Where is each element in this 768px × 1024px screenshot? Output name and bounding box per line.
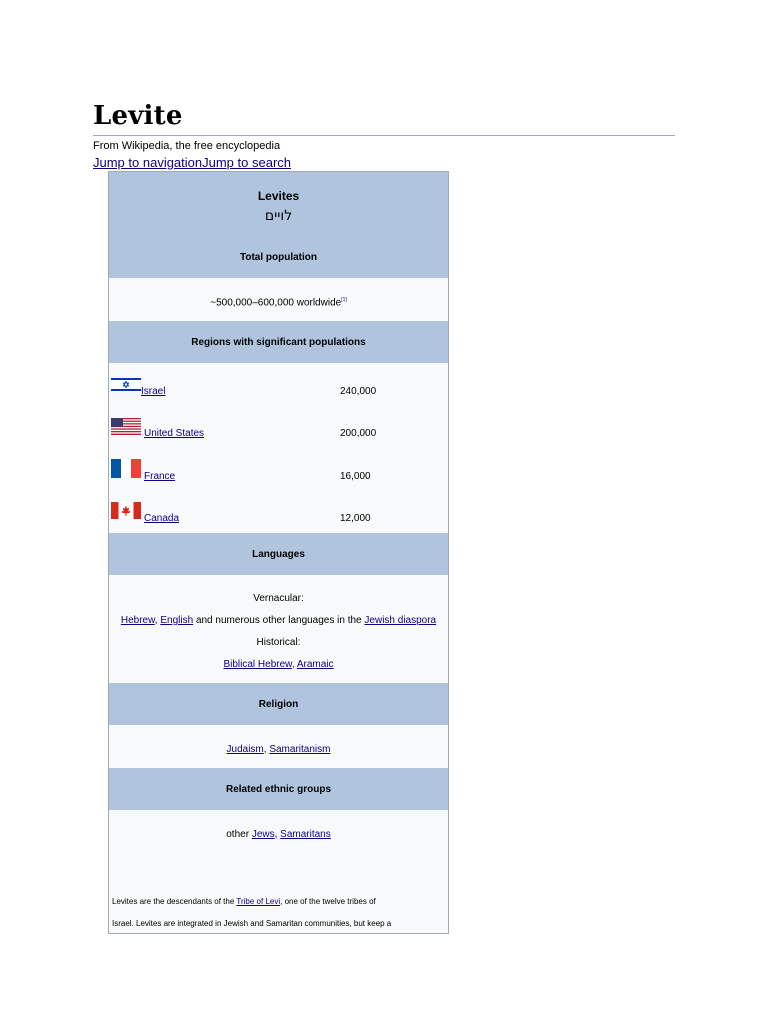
infobox-name-hebrew: לויים bbox=[264, 208, 293, 224]
region-link-israel[interactable]: Israel bbox=[141, 386, 166, 397]
region-value-israel: 240,000 bbox=[340, 386, 377, 397]
languages-vernacular-label: Vernacular: bbox=[253, 593, 304, 604]
jump-links bbox=[93, 155, 291, 170]
article-text-1a: Levites are the descendants of the bbox=[112, 897, 235, 906]
region-link-united-states[interactable]: United States bbox=[144, 428, 205, 439]
article-line-1 bbox=[112, 891, 447, 913]
languages-vernacular: Hebrew, English and numerous other languages in the Jewish diaspora bbox=[120, 615, 437, 626]
tribe-of-levi-link[interactable]: Tribe of Levi bbox=[236, 897, 281, 906]
tagline: From Wikipedia, the free encyclopedia bbox=[93, 140, 281, 152]
france-flag-icon bbox=[111, 459, 141, 478]
jump-to-navigation-link[interactable]: Jump to navigation bbox=[93, 155, 203, 170]
region-value-france: 16,000 bbox=[340, 471, 371, 482]
religion-values: Judaism, Samaritanism bbox=[226, 744, 331, 755]
aramaic-link[interactable]: Aramaic bbox=[296, 659, 334, 670]
jump-to-search-link[interactable]: Jump to search bbox=[202, 155, 291, 170]
region-row-united-states bbox=[109, 415, 448, 445]
samaritans-link[interactable]: Samaritans bbox=[280, 829, 331, 840]
united-states-flag-icon bbox=[111, 418, 141, 435]
canada-flag-icon bbox=[111, 502, 141, 519]
region-link-france[interactable]: France bbox=[144, 471, 176, 482]
region-row-canada bbox=[109, 500, 448, 530]
infobox-name-english: Levites bbox=[257, 189, 300, 203]
samaritanism-link[interactable]: Samaritanism bbox=[269, 744, 331, 755]
languages-historical: Biblical Hebrew, Aramaic bbox=[223, 659, 334, 670]
hebrew-link[interactable]: Hebrew bbox=[120, 615, 155, 626]
total-population-header: Total population bbox=[109, 236, 448, 278]
total-population-value bbox=[109, 297, 448, 308]
region-row-france bbox=[109, 458, 448, 488]
english-link[interactable]: English bbox=[160, 615, 194, 626]
infobox-title bbox=[109, 172, 448, 236]
languages-header: Languages bbox=[109, 533, 448, 575]
biblical-hebrew-link[interactable]: Biblical Hebrew bbox=[223, 659, 292, 670]
page-title: Levite bbox=[93, 101, 183, 131]
infobox bbox=[108, 171, 449, 934]
related-groups-header: Related ethnic groups bbox=[109, 768, 448, 810]
total-population-text: ~500,000–600,000 worldwide bbox=[210, 297, 342, 309]
judaism-link[interactable]: Judaism bbox=[226, 744, 264, 755]
region-value-canada: 12,000 bbox=[340, 513, 371, 524]
region-value-united-states: 200,000 bbox=[340, 428, 377, 439]
languages-middle-text: and numerous other languages in the bbox=[195, 615, 362, 626]
related-groups-values: other Jews, Samaritans bbox=[226, 829, 331, 840]
title-divider bbox=[93, 135, 675, 136]
regions-header: Regions with significant populations bbox=[109, 321, 448, 363]
related-prefix: other bbox=[226, 829, 250, 840]
article-text-1b: , one of the twelve tribes of bbox=[280, 897, 376, 906]
israel-flag-icon bbox=[111, 376, 141, 393]
citation-ref[interactable]: [1] bbox=[341, 297, 347, 303]
jewish-diaspora-link[interactable]: Jewish diaspora bbox=[364, 615, 437, 626]
article-line-2: Israel. Levites are integrated in Jewish and Samaritan communities, but keep a bbox=[112, 919, 392, 928]
jews-link[interactable]: Jews bbox=[251, 829, 275, 840]
religion-header: Religion bbox=[109, 683, 448, 725]
region-row-israel bbox=[109, 373, 448, 403]
languages-historical-label: Historical: bbox=[256, 637, 301, 648]
region-link-canada[interactable]: Canada bbox=[144, 513, 180, 524]
